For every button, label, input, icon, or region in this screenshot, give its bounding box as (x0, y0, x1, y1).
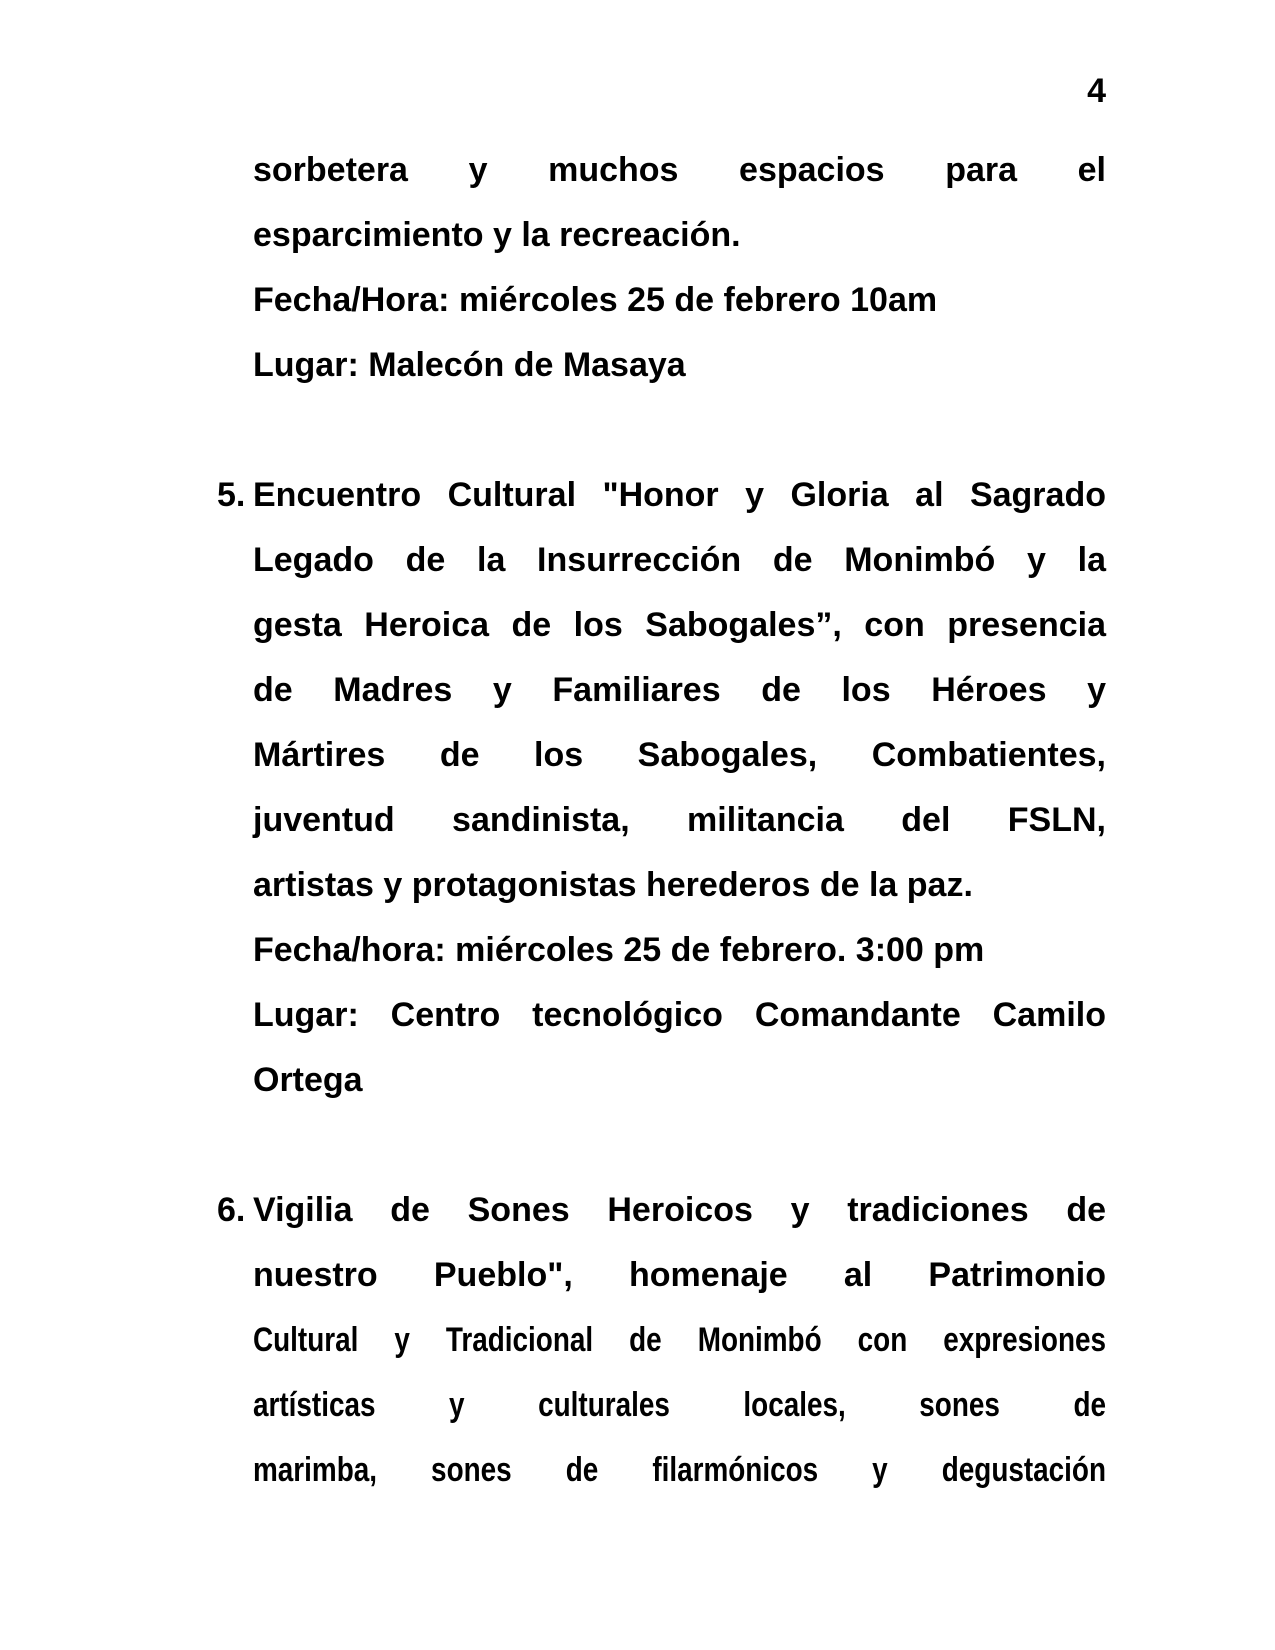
text-line: esparcimiento y la recreación. (253, 216, 741, 254)
list-number: 6. (217, 1191, 246, 1229)
text-line: sorbetera y muchos espacios para el (253, 151, 1106, 189)
page-number: 4 (1087, 72, 1106, 110)
text-line: Mártires de los Sabogales, Combatientes, (253, 736, 1106, 774)
text-line: Vigilia de Sones Heroicos y tradiciones de (253, 1191, 1106, 1229)
date-time-line: Fecha/hora: miércoles 25 de febrero. 3:00 pm (253, 931, 985, 969)
text-line: artísticas y culturales locales, sones de (253, 1386, 1107, 1424)
list-number: 5. (217, 476, 246, 514)
text-line: de Madres y Familiares de los Héroes y (253, 671, 1106, 709)
paragraph-item4-continuation (253, 138, 1106, 398)
text-line: marimba, sones de filarmónicos y degustación (253, 1451, 1107, 1489)
location-line: Lugar: Malecón de Masaya (253, 346, 686, 384)
text-line: artistas y protagonistas herederos de la paz. (253, 866, 973, 904)
list-item-6 (217, 1178, 1107, 1503)
text-line: Encuentro Cultural "Honor y Gloria al Sagrado (253, 476, 1106, 514)
location-line: Lugar: Centro tecnológico Comandante Camilo (253, 996, 1106, 1034)
list-item-5 (217, 463, 1106, 1113)
text-line: juventud sandinista, militancia del FSLN, (253, 801, 1106, 839)
text-line: Cultural y Tradicional de Monimbó con expresiones (253, 1321, 1107, 1359)
text-line: gesta Heroica de los Sabogales”, con presencia (253, 606, 1106, 644)
text-line: Legado de la Insurrección de Monimbó y la (253, 541, 1106, 579)
date-time-line: Fecha/Hora: miércoles 25 de febrero 10am (253, 281, 938, 319)
page-content (217, 138, 1106, 1503)
text-line: nuestro Pueblo", homenaje al Patrimonio (253, 1256, 1106, 1294)
location-line: Ortega (253, 1061, 363, 1099)
